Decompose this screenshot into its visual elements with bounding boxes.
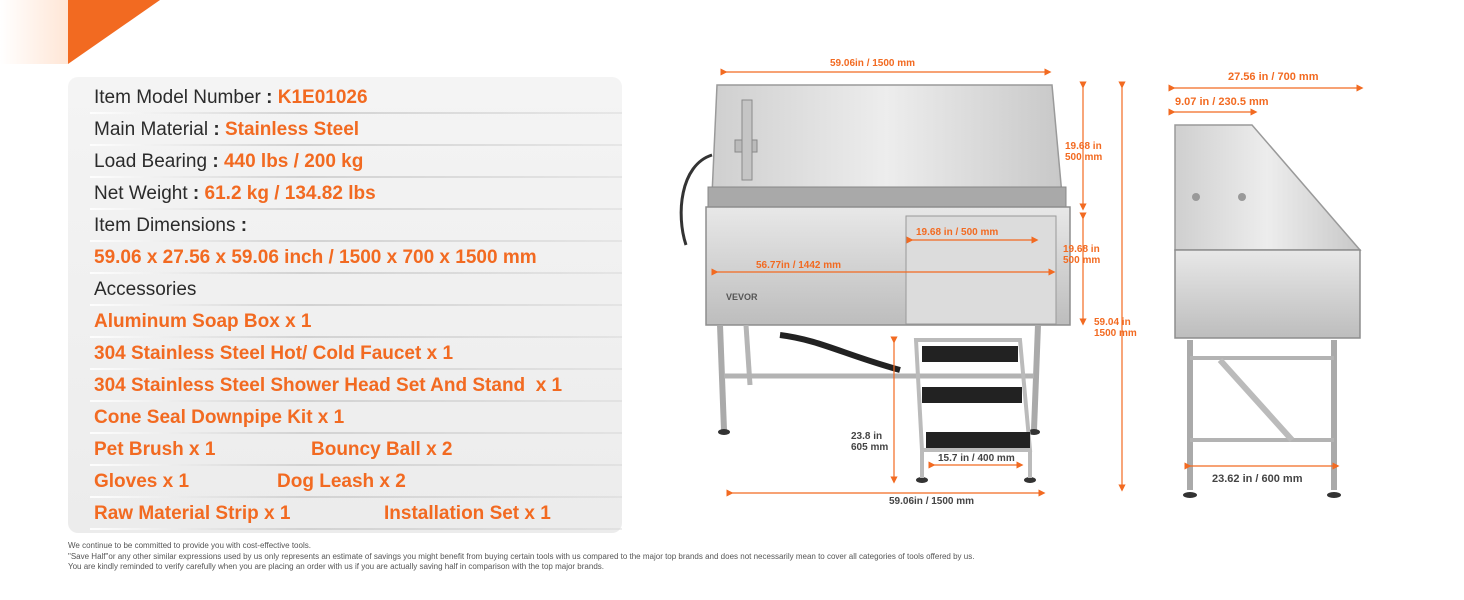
load-value: 440 lbs / 200 kg	[223, 151, 364, 172]
total-height-mm: 1500 mm	[1094, 328, 1137, 339]
accessory-item-pair	[94, 466, 622, 498]
side-bottom-width-label: 23.62 in / 600 mm	[1212, 473, 1303, 485]
tub-depth-in: 19.68 in	[1063, 244, 1100, 255]
weight-value: 61.2 kg / 134.82 lbs	[204, 183, 376, 204]
material-label: Main Material	[94, 119, 209, 140]
accessory-bouncy-ball: Bouncy Ball x 2	[311, 439, 453, 460]
spec-row-model	[94, 82, 622, 114]
corner-accent	[0, 0, 160, 64]
door-width-label: 19.68 in / 500 mm	[916, 227, 999, 238]
front-inner-length-label: 56.77in / 1442 mm	[756, 260, 842, 271]
ramp-height-mm: 605 mm	[851, 442, 889, 453]
accessory-dog-leash: Dog Leash x 2	[277, 471, 406, 492]
accessory-raw-material-strip: Raw Material Strip x 1	[94, 503, 291, 524]
total-height-label	[1094, 317, 1137, 339]
ramp-width-label: 15.7 in / 400 mm	[938, 453, 1015, 464]
front-view	[681, 72, 1122, 493]
ramp-height-in: 23.8 in	[851, 431, 883, 442]
separator: :	[260, 87, 278, 108]
total-height-in: 59.04 in	[1094, 317, 1131, 328]
spec-card	[68, 77, 622, 533]
accessory-gloves: Gloves x 1	[94, 471, 190, 492]
dimension-diagram	[660, 40, 1464, 520]
spec-row-load	[94, 146, 622, 178]
separator: :	[208, 119, 225, 140]
tub-depth-label	[1063, 244, 1100, 266]
disclaimer-line-3: You are kindly reminded to verify carefully when you are placing an order with us if you are actually saving half in comparison with the top major brands.	[68, 562, 604, 571]
spec-row-dimensions-value	[94, 242, 622, 274]
accessories-label: Accessories	[94, 279, 197, 300]
back-height-label	[1065, 141, 1102, 163]
spec-row-weight	[94, 178, 622, 210]
accessory-pet-brush: Pet Brush x 1	[94, 439, 216, 460]
model-label: Item Model Number	[94, 87, 261, 108]
side-top-width-label: 27.56 in / 700 mm	[1228, 71, 1319, 83]
accessory-shower-head: 304 Stainless Steel Shower Head Set And Stand x 1	[94, 375, 563, 396]
accessory-item	[94, 338, 622, 370]
accessory-item	[94, 306, 622, 338]
side-inner-width-label: 9.07 in / 230.5 mm	[1175, 96, 1269, 108]
accessory-item	[94, 370, 622, 402]
spec-row-dimensions	[94, 210, 622, 242]
front-bottom-width-label: 59.06in / 1500 mm	[889, 496, 975, 507]
separator: :	[207, 151, 224, 172]
material-value: Stainless Steel	[224, 119, 360, 140]
load-label: Load Bearing	[94, 151, 208, 172]
dimensions-value: 59.06 x 27.56 x 59.06 inch / 1500 x 700 x 1500 mm	[94, 247, 537, 268]
dimensions-label: Item Dimensions	[94, 215, 236, 236]
tub-drawing	[660, 40, 1464, 520]
accessory-item-pair	[94, 434, 622, 466]
separator: :	[187, 183, 205, 204]
model-value: K1E01026	[277, 87, 368, 108]
accessory-item-pair	[94, 498, 622, 530]
ramp-height-label	[851, 431, 888, 453]
separator: :	[235, 215, 248, 236]
accessory-downpipe-kit: Cone Seal Downpipe Kit x 1	[94, 407, 345, 428]
back-height-mm: 500 mm	[1065, 152, 1103, 163]
brand-logo: VEVOR	[726, 292, 758, 302]
weight-label: Net Weight	[94, 183, 188, 204]
front-top-width-label: 59.06in / 1500 mm	[830, 58, 916, 69]
side-view	[1172, 88, 1360, 498]
disclaimer-line-2: "Save Half"or any other similar expressions used by us only represents an estimate of savings you might benefit from buying certain tools with us compared to the major top brands and does not necessarily mean to cover all categories of tools offered by us.	[68, 551, 975, 561]
disclaimer	[68, 541, 974, 573]
accessory-item	[94, 402, 622, 434]
spec-row-material	[94, 114, 622, 146]
accessory-installation-set: Installation Set x 1	[384, 503, 551, 524]
back-height-in: 19.68 in	[1065, 141, 1102, 152]
accessory-faucet: 304 Stainless Steel Hot/ Cold Faucet x 1	[94, 343, 454, 364]
spec-row-accessories	[94, 274, 622, 306]
disclaimer-line-1: We continue to be committed to provide you with cost-effective tools.	[68, 541, 311, 550]
tub-depth-mm: 500 mm	[1063, 255, 1101, 266]
accessory-soap-box: Aluminum Soap Box x 1	[94, 311, 312, 332]
